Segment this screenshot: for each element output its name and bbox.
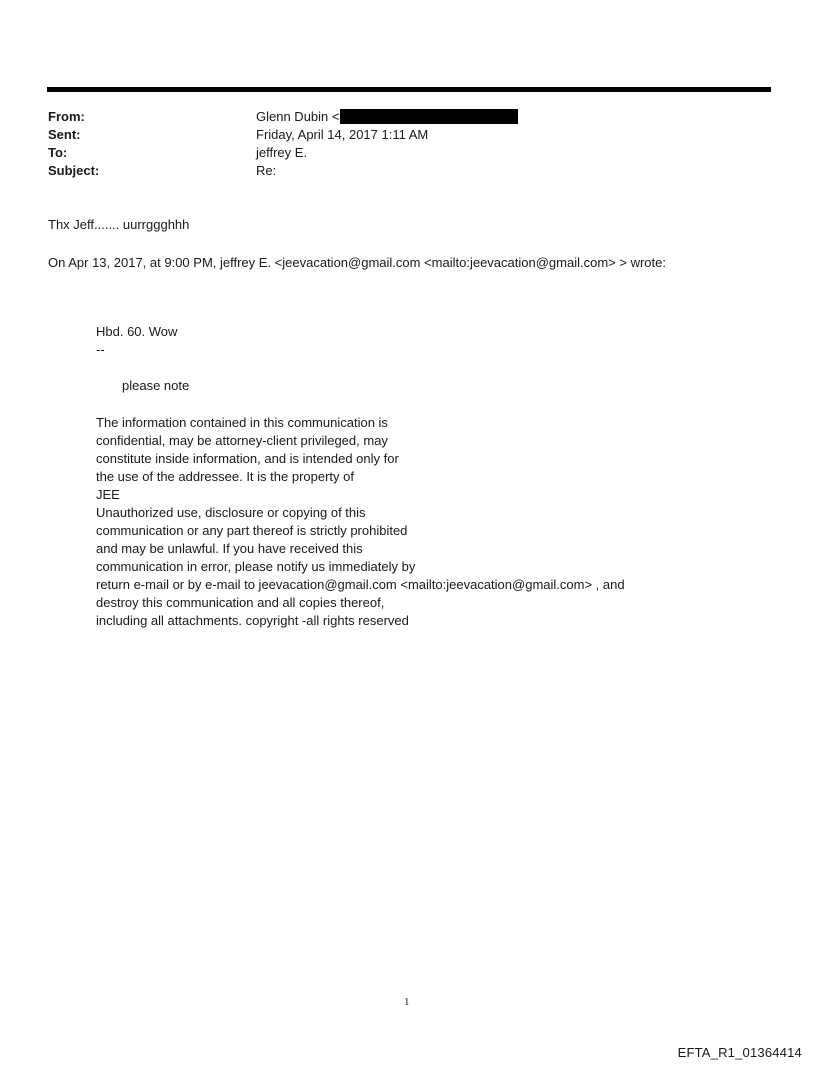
disclaimer-line: confidential, may be attorney-client privileged, may <box>96 433 388 448</box>
page-number: 1 <box>404 996 410 1008</box>
subject-label: Subject: <box>48 163 100 178</box>
header-rule <box>47 87 771 92</box>
disclaimer-line: and may be unlawful. If you have received this <box>96 541 363 556</box>
disclaimer-line: destroy this communication and all copies thereof, <box>96 595 385 610</box>
from-name: Glenn Dubin < <box>256 109 340 124</box>
to-value: jeffrey E. <box>256 145 308 160</box>
sent-label: Sent: <box>48 127 81 142</box>
from-value <box>256 108 518 126</box>
disclaimer-line: constitute inside information, and is intended only for <box>96 451 399 466</box>
disclaimer-line: the use of the addressee. It is the property of <box>96 469 354 484</box>
disclaimer <box>96 414 625 630</box>
subject-value: Re: <box>256 163 277 178</box>
reply-text: Thx Jeff....... uurrggghhh <box>48 217 190 232</box>
disclaimer-line: communication in error, please notify us immediately by <box>96 559 416 574</box>
bates-number: EFTA_R1_01364414 <box>677 1045 802 1060</box>
quote-header: On Apr 13, 2017, at 9:00 PM, jeffrey E. <jeevacation@gmail.com <mailto:jeevacation@gmail.com> > wrote: <box>48 255 666 270</box>
disclaimer-line: communication or any part thereof is strictly prohibited <box>96 523 408 538</box>
to-label: To: <box>48 145 68 160</box>
from-label: From: <box>48 109 85 124</box>
disclaimer-line: JEE <box>96 487 120 502</box>
quoted-message: Hbd. 60. Wow <box>96 324 178 339</box>
disclaimer-line: including all attachments. copyright -all rights reserved <box>96 613 409 628</box>
disclaimer-line: Unauthorized use, disclosure or copying of this <box>96 505 366 520</box>
please-note: please note <box>122 378 190 393</box>
sent-value: Friday, April 14, 2017 1:11 AM <box>256 127 429 142</box>
disclaimer-line: return e-mail or by e-mail to jeevacation@gmail.com <mailto:jeevacation@gmail.com> , and <box>96 577 625 592</box>
redaction-box <box>340 109 518 124</box>
signature-separator: -- <box>96 342 105 357</box>
disclaimer-line: The information contained in this communication is <box>96 415 388 430</box>
